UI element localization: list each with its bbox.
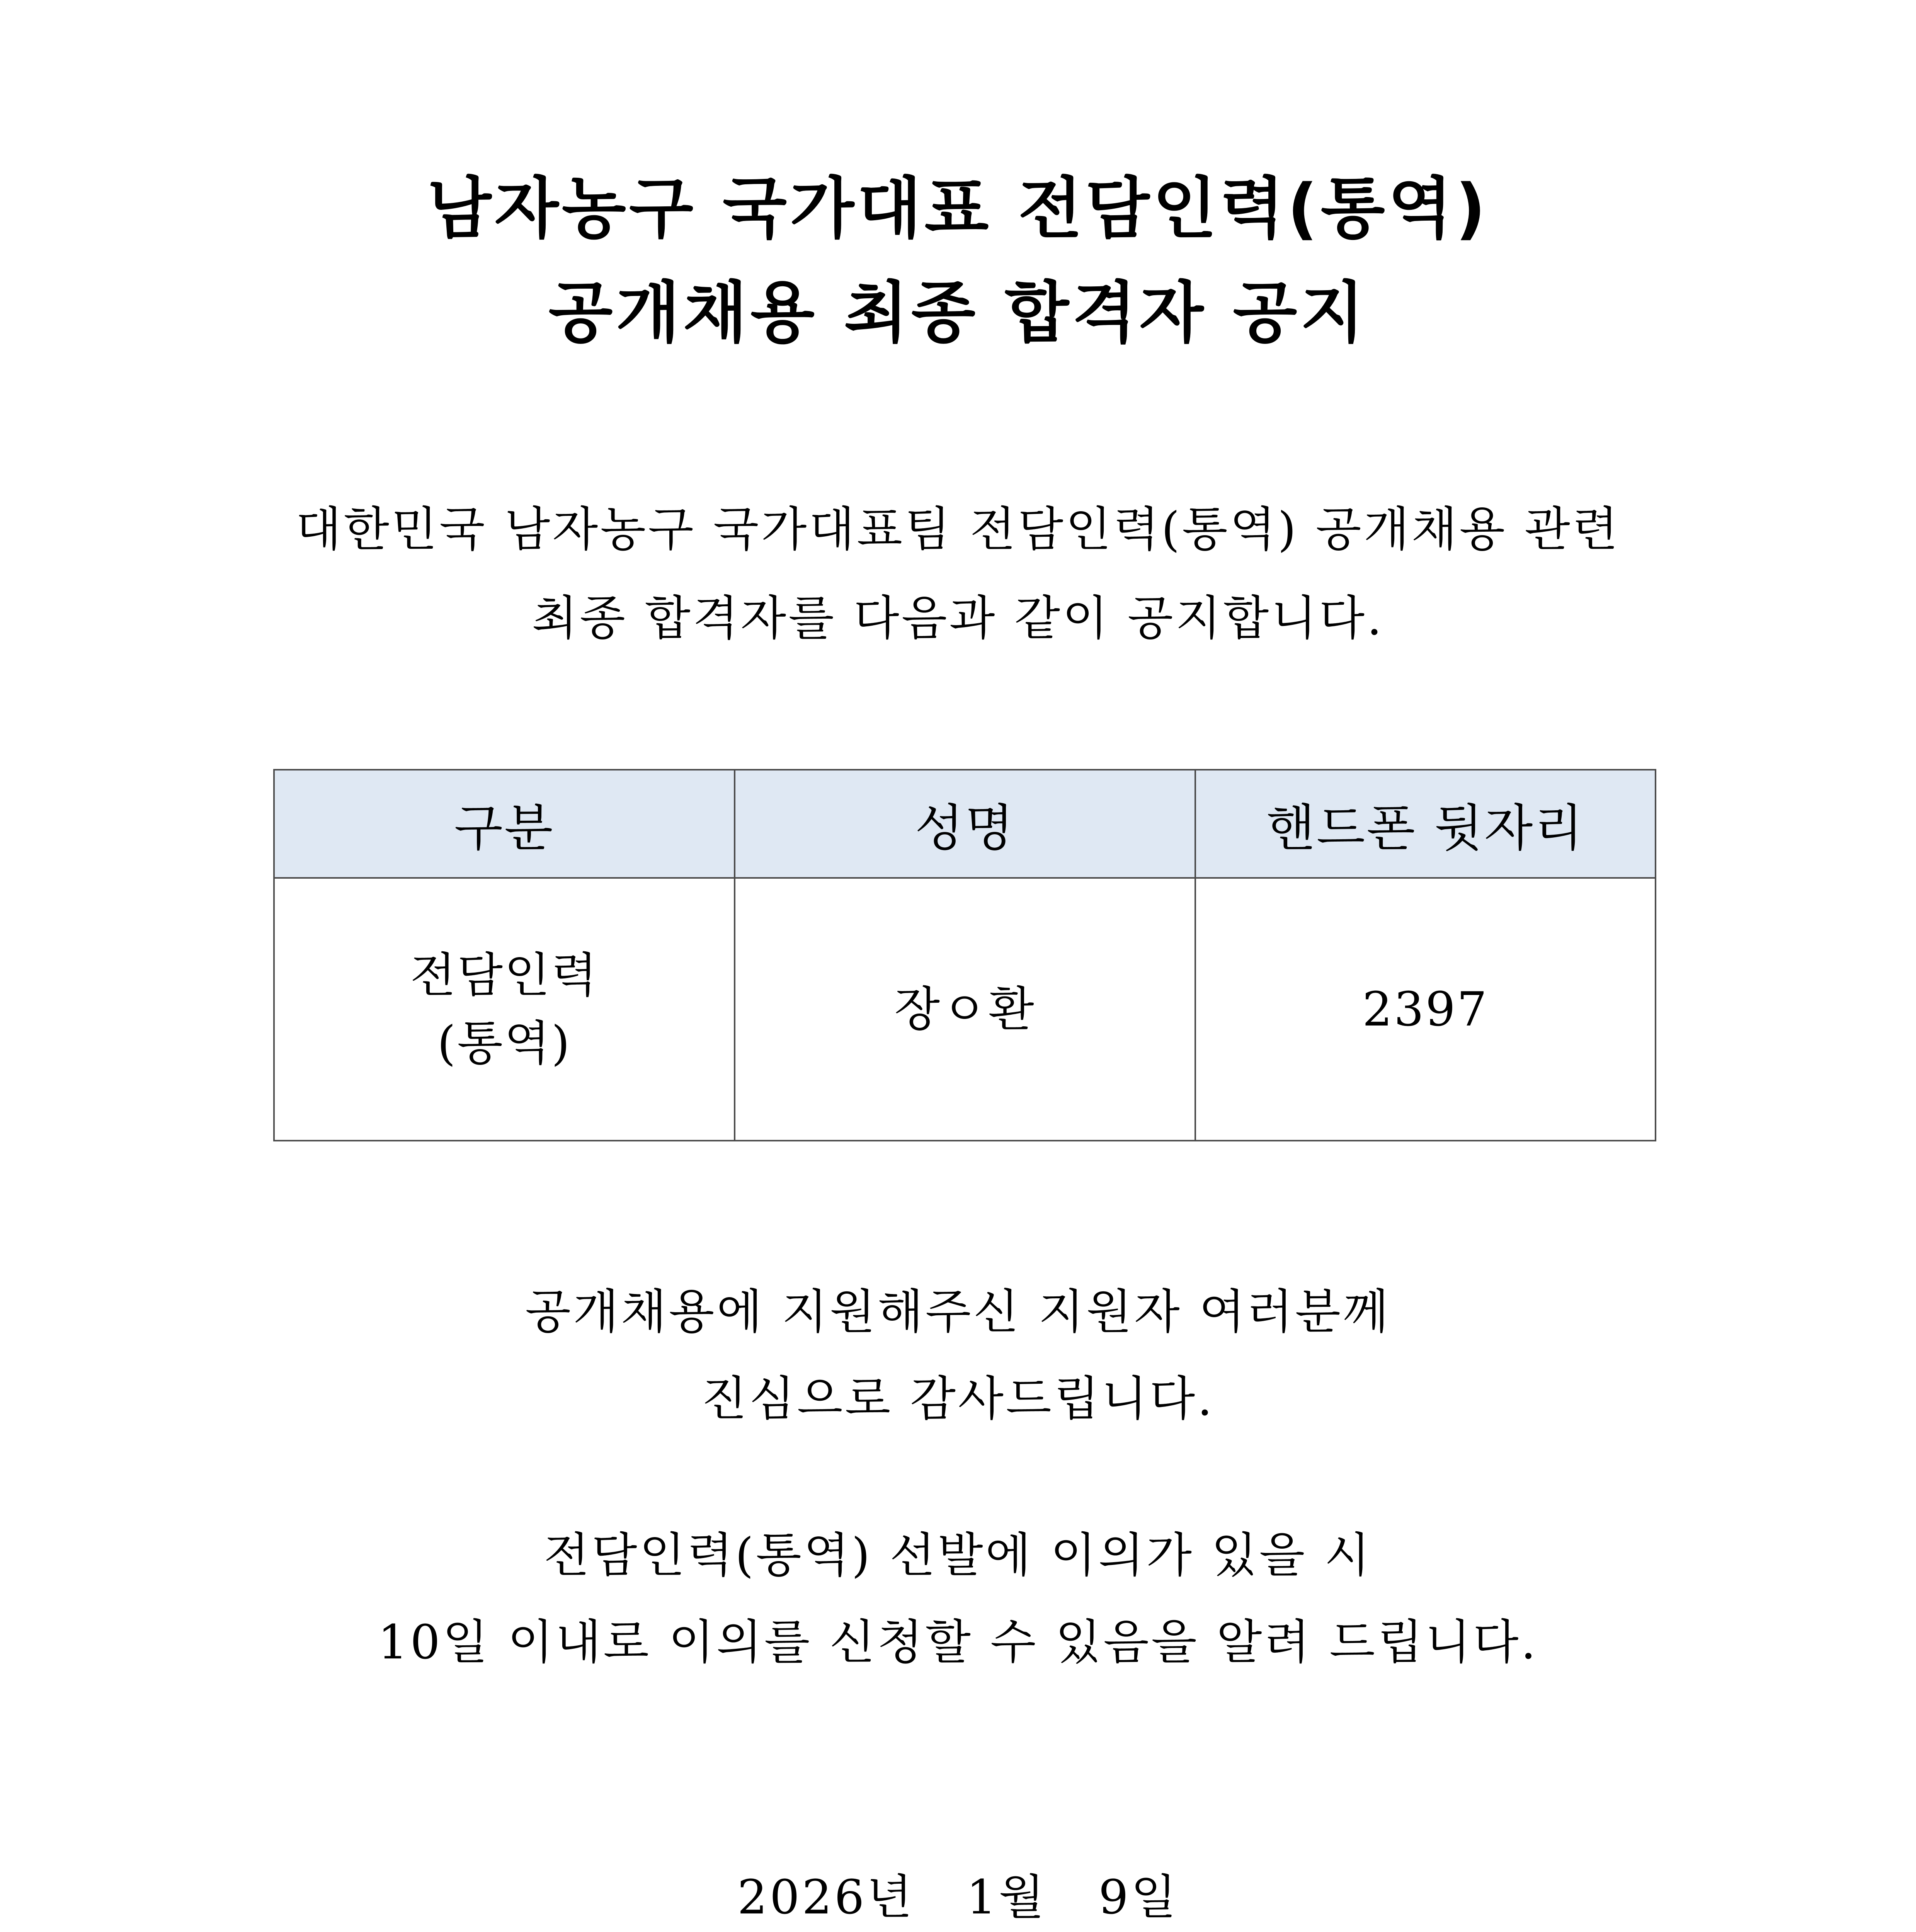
cell-phone-digits: 2397 xyxy=(1195,878,1656,1141)
objection-line-2: 10일 이내로 이의를 신청할 수 있음을 알려 드립니다. xyxy=(378,1615,1538,1670)
thanks-line-1: 공개채용에 지원해주신 지원자 여러분께 xyxy=(525,1284,1391,1339)
objection-line-1: 전담인력(통역) 선발에 이의가 있을 시 xyxy=(543,1528,1373,1583)
page-title-line-2: 공개채용 최종 합격자 공지 xyxy=(548,274,1368,352)
page-title-line-1: 남자농구 국가대표 전담인력(통역) xyxy=(427,170,1489,247)
header-category: 구분 xyxy=(274,770,735,878)
category-line-1: 전담인력 xyxy=(410,948,599,1003)
intro-line-2: 최종 합격자를 다음과 같이 공지합니다. xyxy=(532,591,1384,646)
table-row xyxy=(274,878,1656,1141)
cell-name: 장ㅇ환 xyxy=(735,878,1195,1141)
header-name: 성명 xyxy=(735,770,1195,878)
result-table xyxy=(273,769,1656,1141)
cell-category xyxy=(274,878,735,1141)
intro-line-1: 대한민국 남자농구 국가대표팀 전담인력(통역) 공개채용 관련 xyxy=(296,502,1620,557)
thanks-line-2: 진심으로 감사드립니다. xyxy=(701,1371,1215,1426)
header-phone-digits: 핸드폰 뒷자리 xyxy=(1195,770,1656,878)
notice-date: 2026년 1월 9일 xyxy=(737,1870,1179,1925)
category-line-2: (통역) xyxy=(437,1016,572,1071)
table-header-row xyxy=(274,770,1656,878)
